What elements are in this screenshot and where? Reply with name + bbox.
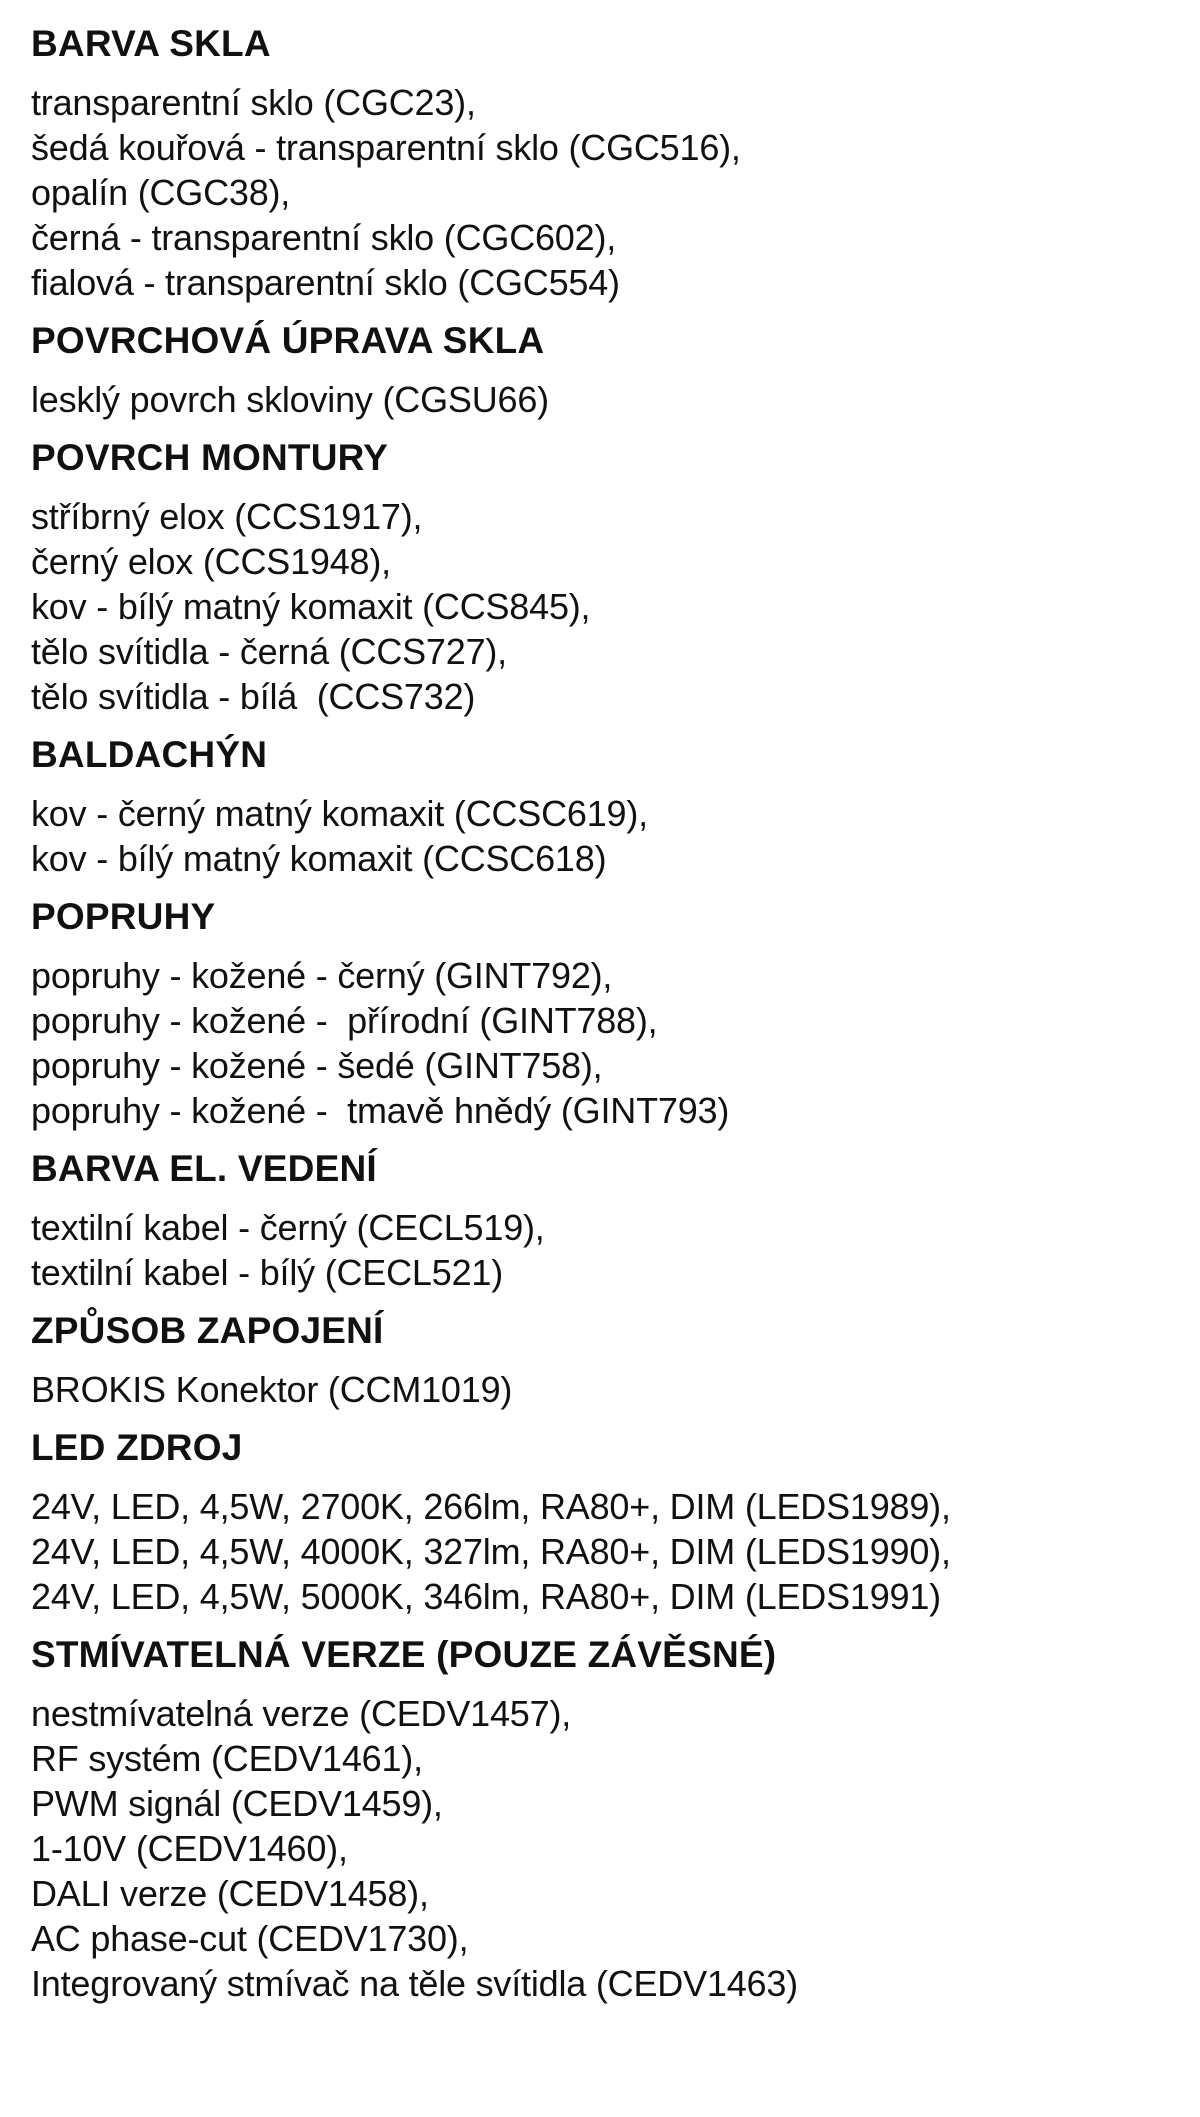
- section-options: [31, 953, 1200, 1133]
- option-line: 24V, LED, 4,5W, 5000K, 346lm, RA80+, DIM (LEDS1991): [31, 1576, 941, 1617]
- section-options: [31, 1205, 1200, 1295]
- section-heading: LED ZDROJ: [31, 1427, 243, 1468]
- option-line: popruhy - kožené - šedé (GINT758),: [31, 1045, 603, 1086]
- option-line: textilní kabel - bílý (CECL521): [31, 1252, 503, 1293]
- option-line: fialová - transparentní sklo (CGC554): [31, 262, 620, 303]
- spec-section: [31, 895, 1200, 1133]
- option-line: lesklý povrch skloviny (CGSU66): [31, 379, 549, 420]
- option-line: 24V, LED, 4,5W, 4000K, 327lm, RA80+, DIM (LEDS1990),: [31, 1531, 951, 1572]
- spec-section: [31, 1309, 1200, 1412]
- option-line: RF systém (CEDV1461),: [31, 1738, 423, 1779]
- option-line: DALI verze (CEDV1458),: [31, 1873, 429, 1914]
- option-line: BROKIS Konektor (CCM1019): [31, 1369, 513, 1410]
- option-line: černá - transparentní sklo (CGC602),: [31, 217, 617, 258]
- option-line: textilní kabel - černý (CECL519),: [31, 1207, 545, 1248]
- section-options: [31, 80, 1200, 305]
- spec-section: [31, 1426, 1200, 1619]
- option-line: 1-10V (CEDV1460),: [31, 1828, 348, 1869]
- section-options: [31, 1367, 1200, 1412]
- option-line: černý elox (CCS1948),: [31, 541, 391, 582]
- option-line: tělo svítidla - bílá (CCS732): [31, 676, 476, 717]
- spec-section: [31, 436, 1200, 719]
- section-heading: POVRCH MONTURY: [31, 437, 389, 478]
- option-line: opalín (CGC38),: [31, 172, 291, 213]
- section-heading: STMÍVATELNÁ VERZE (POUZE ZÁVĚSNÉ): [31, 1634, 777, 1675]
- section-heading: BARVA SKLA: [31, 23, 271, 64]
- section-heading: POPRUHY: [31, 896, 216, 937]
- spec-section: [31, 733, 1200, 881]
- section-options: [31, 494, 1200, 719]
- section-heading: BALDACHÝN: [31, 734, 268, 775]
- spec-section: [31, 22, 1200, 305]
- option-line: Integrovaný stmívač na těle svítidla (CEDV1463): [31, 1963, 798, 2004]
- section-options: [31, 1484, 1200, 1619]
- spec-section: [31, 319, 1200, 422]
- option-line: PWM signál (CEDV1459),: [31, 1783, 443, 1824]
- option-line: nestmívatelná verze (CEDV1457),: [31, 1693, 572, 1734]
- option-line: transparentní sklo (CGC23),: [31, 82, 476, 123]
- section-heading: ZPŮSOB ZAPOJENÍ: [31, 1310, 384, 1351]
- option-line: popruhy - kožené - přírodní (GINT788),: [31, 1000, 658, 1041]
- section-options: [31, 377, 1200, 422]
- option-line: stříbrný elox (CCS1917),: [31, 496, 423, 537]
- option-line: popruhy - kožené - černý (GINT792),: [31, 955, 613, 996]
- spec-section: [31, 1147, 1200, 1295]
- section-options: [31, 1691, 1200, 2006]
- option-line: kov - bílý matný komaxit (CCSC618): [31, 838, 607, 879]
- spec-section: [31, 1633, 1200, 2006]
- section-heading: BARVA EL. VEDENÍ: [31, 1148, 377, 1189]
- option-line: popruhy - kožené - tmavě hnědý (GINT793): [31, 1090, 730, 1131]
- option-line: tělo svítidla - černá (CCS727),: [31, 631, 507, 672]
- option-line: šedá kouřová - transparentní sklo (CGC516),: [31, 127, 741, 168]
- option-line: kov - bílý matný komaxit (CCS845),: [31, 586, 591, 627]
- section-heading: POVRCHOVÁ ÚPRAVA SKLA: [31, 320, 545, 361]
- section-options: [31, 791, 1200, 881]
- option-line: kov - černý matný komaxit (CCSC619),: [31, 793, 648, 834]
- option-line: 24V, LED, 4,5W, 2700K, 266lm, RA80+, DIM (LEDS1989),: [31, 1486, 951, 1527]
- option-line: AC phase-cut (CEDV1730),: [31, 1918, 469, 1959]
